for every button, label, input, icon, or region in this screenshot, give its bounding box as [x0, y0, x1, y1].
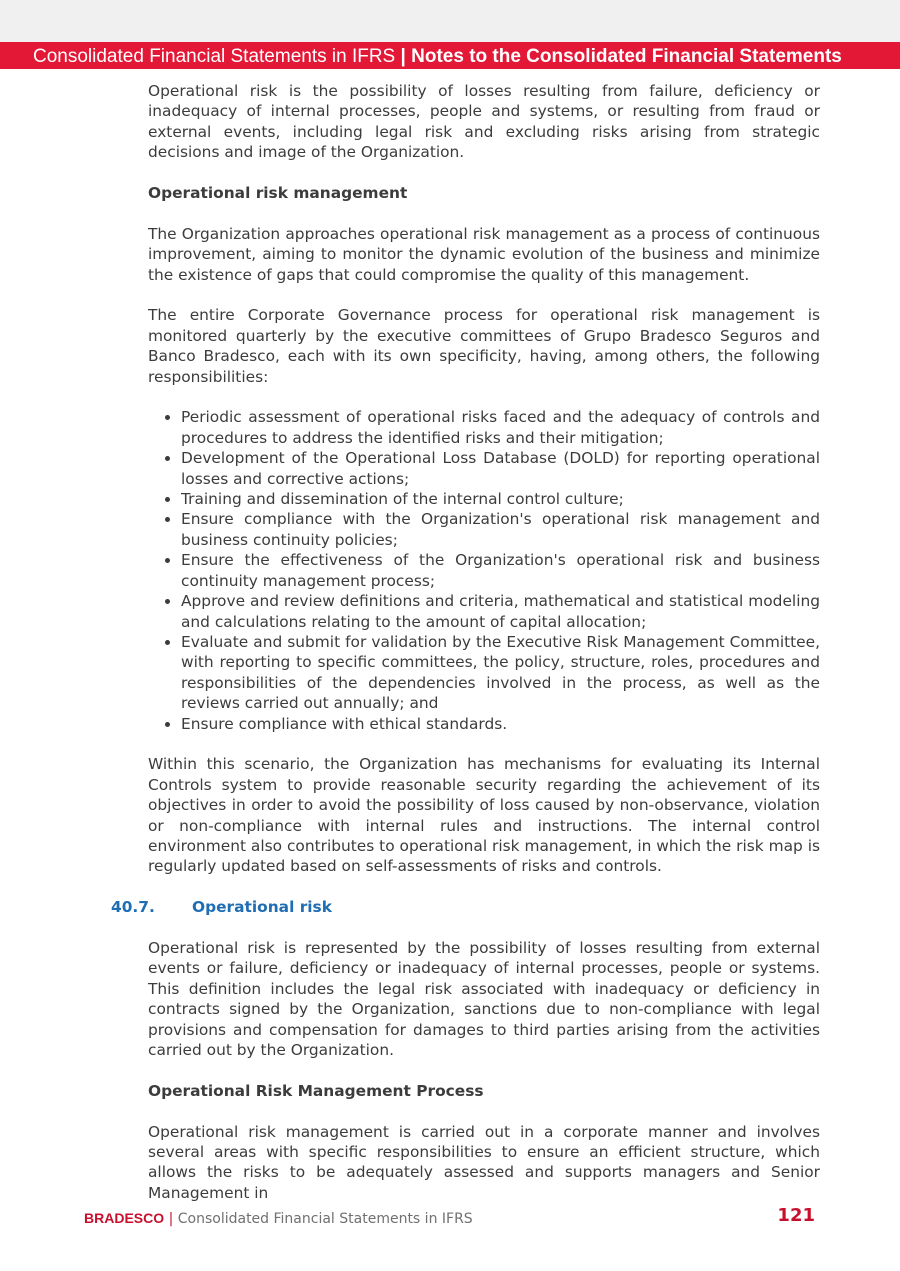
list-item: • Ensure the effectiveness of the Organization's operational risk and business continuity management process;: [181, 550, 820, 591]
paragraph: The entire Corporate Governance process for operational risk management is monitored quarterly by the executive committees of Grupo Bradesco Seguros and Banco Bradesco, each with its own specificity, having, among others, the following responsibilities:: [148, 306, 820, 386]
footer-text: Consolidated Financial Statements in IFRS: [177, 1211, 473, 1227]
top-margin-strip: [0, 0, 900, 42]
paragraph: Within this scenario, the Organization has mechanisms for evaluating its Internal Controls system to provide reasonable security regarding the achievement of its objectives in order to avoid the possibility of loss caused by non-observance, violation or non-compliance with internal rules and instructions. The internal control environment also contributes to operational risk management, in which the risk map is regularly updated based on self-assessments of risks and controls.: [148, 755, 820, 876]
subheading-operational-risk-management-process: Operational Risk Management Process: [148, 1081, 484, 1100]
page-content: [111, 81, 820, 1224]
subheading-operational-risk-management: Operational risk management: [148, 184, 408, 203]
header-title-right: Notes to the Consolidated Financial Statements: [411, 46, 842, 67]
header-separator: |: [400, 46, 406, 67]
list-item: • Evaluate and submit for validation by the Executive Risk Management Committee, with reporting to specific committees, the policy, structure, roles, procedures and responsibilities of the dependencies involved in the process, as well as the reviews carried out annually; and: [181, 632, 820, 714]
list-item: • Periodic assessment of operational risks faced and the adequacy of controls and procedures to address the identified risks and their mitigation;: [181, 407, 820, 448]
paragraph: The Organization approaches operational risk management as a process of continuous improvement, aiming to monitor the dynamic evolution of the business and minimize the existence of gaps that could compromise the quality of this management.: [148, 224, 820, 284]
paragraph: Operational risk is represented by the possibility of losses resulting from external events or failure, deficiency or inadequacy of internal processes, people or systems. This definition includes the legal risk associated with inadequacy or deficiency in contracts signed by the Organization, sanctions due to non-compliance with legal provisions and compensation for damages to third parties arising from the activities carried out by the Organization.: [148, 938, 820, 1059]
footer-brand: BRADESCO: [84, 1210, 165, 1226]
paragraph: Operational risk management is carried out in a corporate manner and involves several areas with specific responsibilities to ensure an efficient structure, which allows the risks to be adequately assessed and supports managers and Senior Management in: [148, 1122, 820, 1202]
paragraph: Operational risk is the possibility of losses resulting from failure, deficiency or inadequacy of internal processes, people and systems, or resulting from fraud or external events, including legal risk and excluding risks arising from strategic decisions and image of the Organization.: [148, 82, 820, 162]
page-number: 121: [777, 1205, 815, 1226]
section-number: 40.7.: [111, 898, 155, 917]
header-banner: [0, 42, 900, 69]
list-item: • Ensure compliance with ethical standards.: [181, 714, 820, 734]
list-item: • Training and dissemination of the internal control culture;: [181, 489, 820, 509]
section-title: Operational risk: [192, 898, 332, 917]
responsibilities-list: [148, 407, 820, 734]
page-footer: [84, 1205, 815, 1228]
list-item: • Ensure compliance with the Organization's operational risk management and business continuity policies;: [181, 509, 820, 550]
footer-separator: |: [168, 1211, 174, 1227]
header-title-left: Consolidated Financial Statements in IFRS: [33, 46, 396, 67]
section-heading: [111, 897, 820, 917]
list-item: • Development of the Operational Loss Database (DOLD) for reporting operational losses and corrective actions;: [181, 448, 820, 489]
list-item: • Approve and review definitions and criteria, mathematical and statistical modeling and calculations relating to the amount of capital allocation;: [181, 591, 820, 632]
